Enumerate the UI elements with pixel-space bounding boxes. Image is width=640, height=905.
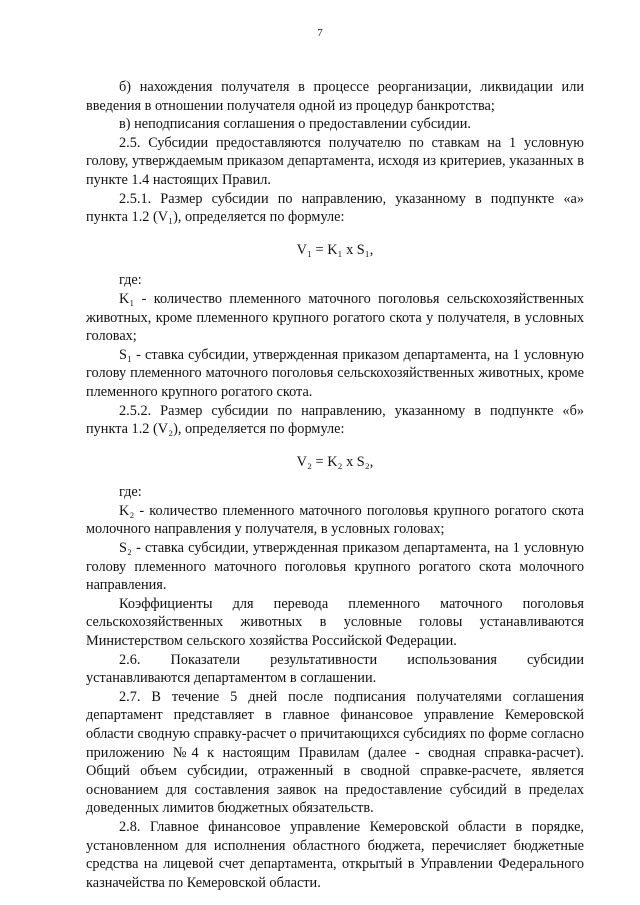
paragraph-2-7: 2.7. В течение 5 дней после подписания получателями соглашения департамент представляет в главное финансовое управление Кемеровской области сводную справку-расчет о причитающихся субсидиях по форме согласно приложению №4 к настоящим Правилам (далее - сводная справка-расчет). Общий объем субсидии, отраженный в сводной справке-расчете, является основанием для составления заявок на предоставление субсидий в пределах доведенных лимитов бюджетных обязательств. [86, 688, 584, 817]
paragraph-coefficients: Коэффициенты для перевода племенного маточного поголовья сельскохозяйственных животных в условные головы устанавливаются Министерством сельского хозяйства Российской Федерации. [86, 595, 584, 650]
document-body [86, 78, 584, 892]
paragraph-2-5-1: 2.5.1. Размер субсидии по направлению, указанному в подпункте «а» пункта 1.2 (V₁), определяется по формуле: [86, 190, 584, 226]
page-number: 7 [317, 27, 323, 39]
where-label-1: где: [119, 272, 142, 289]
definition-s1: S₁ - ставка субсидии, утвержденная приказом департамента, на 1 условную голову племенного маточного поголовья сельскохозяйственных животных, кроме племенного крупного рогатого скота. [86, 346, 584, 400]
paragraph-2-8: 2.8. Главное финансовое управление Кемеровской области в порядке, установленном для исполнения областного бюджета, перечисляет бюджетные средства на лицевой счет департамента, открытый в Управлении Федерального казначейства по Кемеровской области. [86, 818, 584, 891]
definition-k1: K₁ - количество племенного маточного поголовья сельскохозяйственных животных, кроме племенного крупного рогатого скота у получателя, в условных головах; [86, 290, 584, 345]
paragraph-2-5-2: 2.5.2. Размер субсидии по направлению, указанному в подпункте «б» пункта 1.2 (V₂), определяется по формуле: [86, 402, 584, 438]
definition-k2: K₂ - количество племенного маточного поголовья крупного рогатого скота молочного направления у получателя, в условных головах; [86, 502, 584, 538]
definition-s2: S₂ - ставка субсидии, утвержденная приказом департамента, на 1 условную голову племенного маточного поголовья крупного рогатого скота молочного направления. [86, 540, 584, 594]
paragraph-2-6: 2.6. Показатели результативности использования субсидии устанавливаются департаментом в соглашении. [86, 651, 584, 687]
where-label-2: где: [119, 484, 142, 501]
paragraph-2-5: 2.5. Субсидии предоставляются получателю по ставкам на 1 условную голову, утверждаемым приказом департамента, исходя из критериев, указанных в пункте 1.4 настоящих Правил. [86, 134, 584, 188]
formula-v2: V₂ = K₂ x S₂, [296, 453, 374, 470]
paragraph-b-reorganization: б) нахождения получателя в процессе реорганизации, ликвидации или введения в отношении получателя одной из процедур банкротства; [86, 79, 584, 114]
formula-v1: V₁ = K₁ x S₁, [296, 241, 374, 258]
paragraph-v-agreement: в) неподписания соглашения о предоставлении субсидии. [119, 116, 471, 133]
